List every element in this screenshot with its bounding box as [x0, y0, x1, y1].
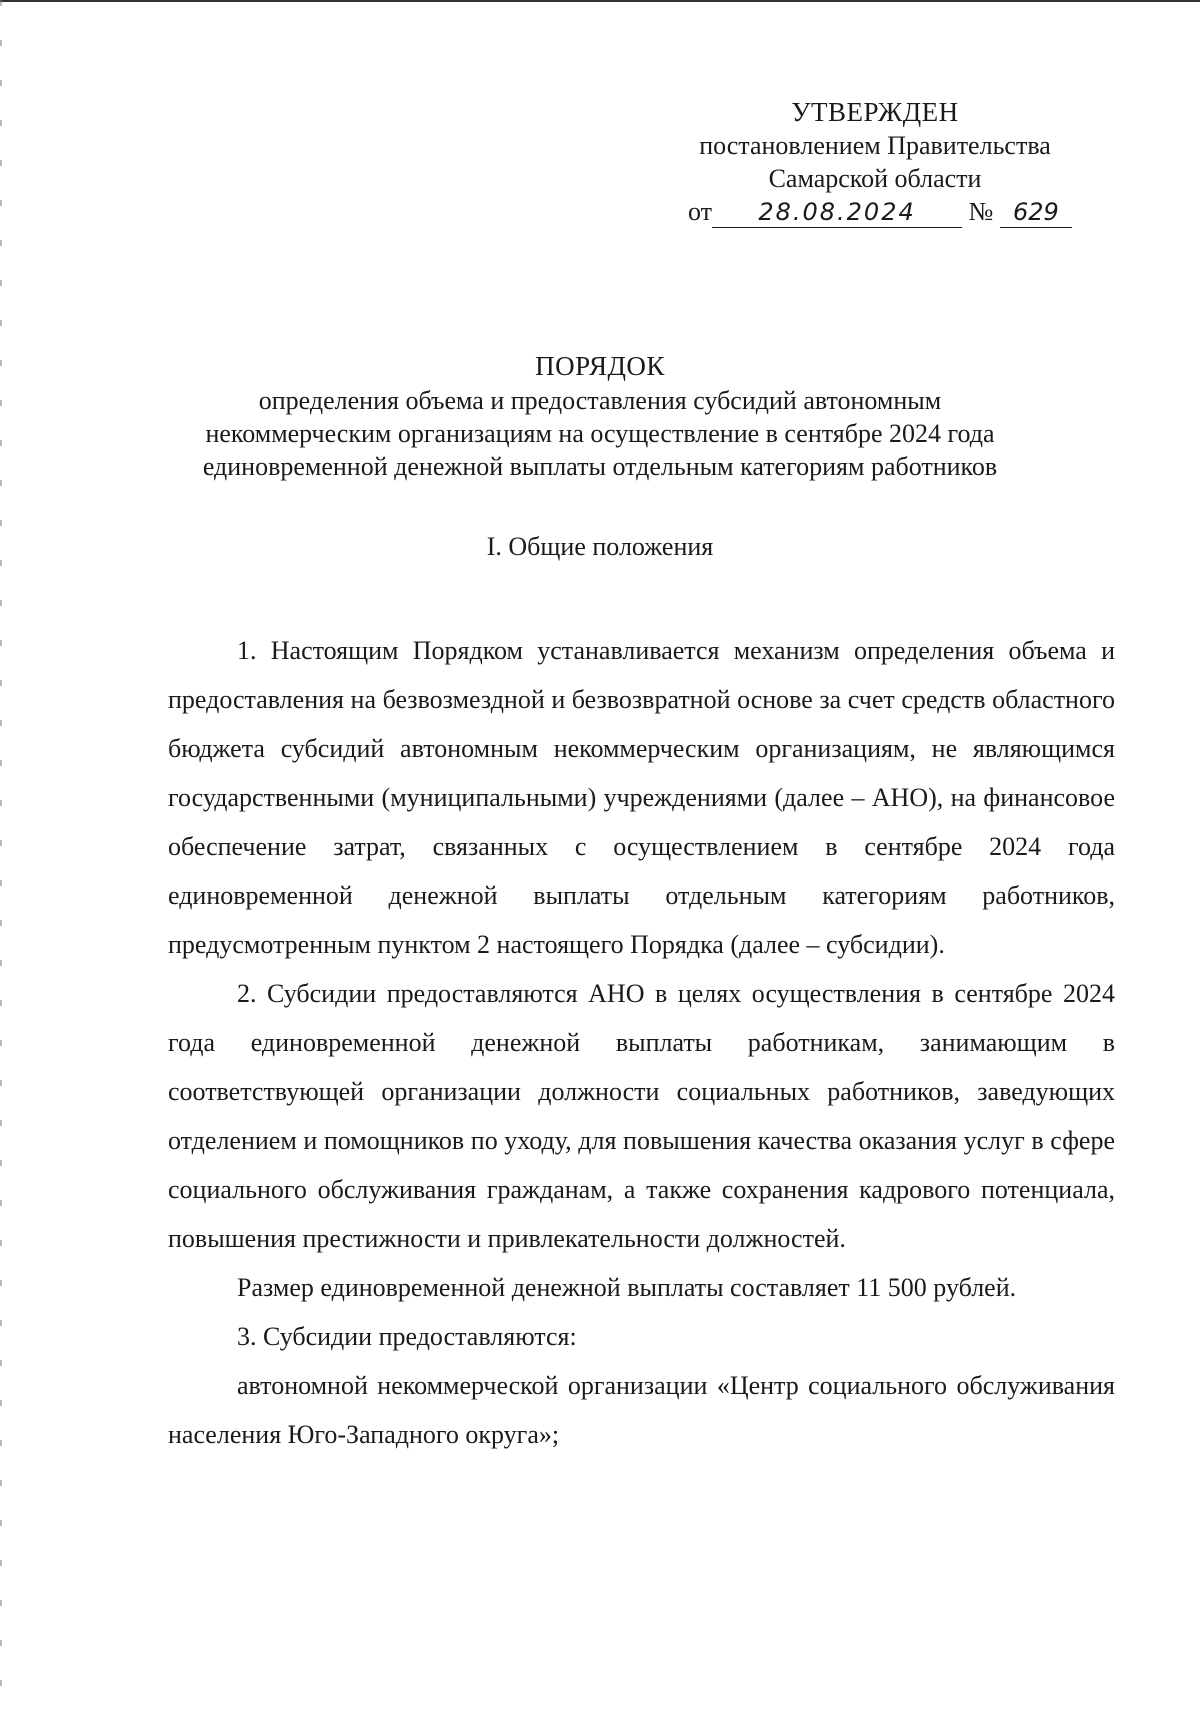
- handwritten-date: 28.08.2024: [712, 197, 962, 228]
- approval-date-number-line: [660, 195, 1090, 228]
- section-heading: I. Общие положения: [486, 532, 714, 561]
- document-subtitle-line-2: некоммерческим организациям на осуществление в сентябре 2024 года: [205, 419, 995, 448]
- approval-line-2: Самарской области: [768, 164, 982, 193]
- handwritten-number: 629: [1000, 197, 1072, 228]
- paragraph-1: 1. Настоящим Порядком устанавливается механизм определения объема и предоставления на безвозмездной и безвозвратной основе за счет средств областного бюджета субсидий автономным некоммерческим организациям, не являющимся государственными (муниципальными) учреждениями (далее – АНО), на финансовое обеспечение затрат, связанных с осуществлением в сентябре 2024 года единовременной денежной выплаты отдельным категориям работников, предусмотренным пунктом 2 настоящего Порядка (далее – субсидии).: [168, 636, 1115, 959]
- paragraph-3: 3. Субсидии предоставляются:: [237, 1322, 577, 1351]
- approval-stamp: [660, 96, 1090, 228]
- scan-left-edge: [0, 0, 2, 1710]
- approval-heading: УТВЕРЖДЕН: [791, 97, 959, 127]
- paragraph-2: 2. Субсидии предоставляются АНО в целях осуществления в сентябре 2024 года единовременной денежной выплаты работникам, занимающим в соответствующей организации должности социальных работников, заведующих отделением и помощников по уходу, для повышения качества оказания услуг в сфере социального обслуживания гражданам, а также сохранения кадрового потенциала, повышения престижности и привлекательности должностей.: [168, 979, 1115, 1253]
- document-subtitle-line-1: определения объема и предоставления субсидий автономным: [258, 386, 942, 415]
- document-subtitle-line-3: единовременной денежной выплаты отдельным категориям работников: [202, 452, 998, 481]
- document-title: ПОРЯДОК: [535, 351, 665, 381]
- number-prefix: №: [968, 197, 994, 226]
- document-body: [168, 626, 1115, 1459]
- date-prefix: от: [688, 197, 713, 226]
- page-top-border: [0, 0, 1200, 2]
- approval-line-1: постановлением Правительства: [699, 131, 1051, 160]
- paragraph-payment-amount: Размер единовременной денежной выплаты составляет 11 500 рублей.: [237, 1273, 1017, 1302]
- document-title-block: [100, 350, 1100, 483]
- paragraph-recipient: автономной некоммерческой организации «Центр социального обслуживания населения Юго-Западного округа»;: [168, 1371, 1115, 1449]
